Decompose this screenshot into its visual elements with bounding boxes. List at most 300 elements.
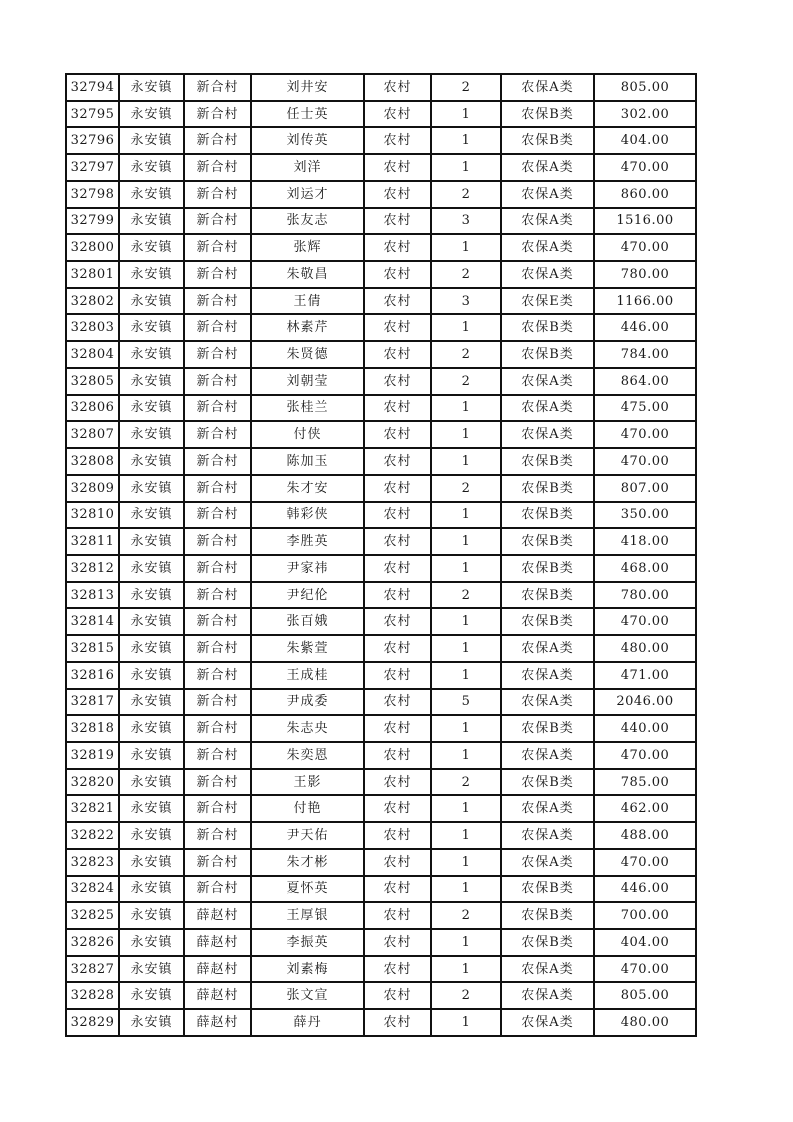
cell-person-count: 1 <box>431 608 501 635</box>
cell-village: 新合村 <box>184 74 251 101</box>
cell-person-count: 3 <box>431 208 501 235</box>
cell-person-name: 尹天佑 <box>251 822 364 849</box>
cell-amount: 480.00 <box>594 1009 696 1036</box>
cell-amount: 2046.00 <box>594 689 696 716</box>
cell-village: 新合村 <box>184 689 251 716</box>
cell-person-name: 刘运才 <box>251 181 364 208</box>
cell-residence-type: 农村 <box>364 662 431 689</box>
cell-insurance-category: 农保A类 <box>501 1009 594 1036</box>
cell-amount: 446.00 <box>594 876 696 903</box>
cell-record-id: 32805 <box>66 368 119 395</box>
cell-village: 新合村 <box>184 502 251 529</box>
cell-town: 永安镇 <box>119 822 184 849</box>
cell-village: 新合村 <box>184 662 251 689</box>
cell-residence-type: 农村 <box>364 982 431 1009</box>
cell-amount: 780.00 <box>594 582 696 609</box>
cell-person-count: 2 <box>431 902 501 929</box>
cell-village: 新合村 <box>184 742 251 769</box>
cell-insurance-category: 农保A类 <box>501 742 594 769</box>
cell-person-count: 2 <box>431 74 501 101</box>
cell-person-name: 李胜英 <box>251 528 364 555</box>
cell-insurance-category: 农保A类 <box>501 234 594 261</box>
cell-insurance-category: 农保E类 <box>501 288 594 315</box>
cell-town: 永安镇 <box>119 74 184 101</box>
cell-person-count: 2 <box>431 475 501 502</box>
cell-village: 新合村 <box>184 849 251 876</box>
cell-record-id: 32818 <box>66 715 119 742</box>
cell-village: 新合村 <box>184 314 251 341</box>
cell-residence-type: 农村 <box>364 154 431 181</box>
cell-village: 新合村 <box>184 555 251 582</box>
cell-person-name: 林素芹 <box>251 314 364 341</box>
cell-residence-type: 农村 <box>364 368 431 395</box>
cell-person-name: 朱奕恩 <box>251 742 364 769</box>
cell-residence-type: 农村 <box>364 127 431 154</box>
table-row <box>66 849 696 876</box>
cell-insurance-category: 农保A类 <box>501 421 594 448</box>
cell-village: 新合村 <box>184 127 251 154</box>
cell-record-id: 32825 <box>66 902 119 929</box>
table-row <box>66 475 696 502</box>
cell-insurance-category: 农保B类 <box>501 341 594 368</box>
cell-town: 永安镇 <box>119 582 184 609</box>
cell-town: 永安镇 <box>119 101 184 128</box>
cell-residence-type: 农村 <box>364 876 431 903</box>
cell-town: 永安镇 <box>119 929 184 956</box>
cell-record-id: 32815 <box>66 635 119 662</box>
cell-residence-type: 农村 <box>364 395 431 422</box>
table-row <box>66 902 696 929</box>
cell-residence-type: 农村 <box>364 555 431 582</box>
table-row <box>66 635 696 662</box>
cell-amount: 784.00 <box>594 341 696 368</box>
cell-residence-type: 农村 <box>364 74 431 101</box>
cell-village: 新合村 <box>184 261 251 288</box>
cell-person-name: 朱才安 <box>251 475 364 502</box>
cell-town: 永安镇 <box>119 528 184 555</box>
cell-residence-type: 农村 <box>364 769 431 796</box>
cell-record-id: 32808 <box>66 448 119 475</box>
cell-insurance-category: 农保B类 <box>501 101 594 128</box>
cell-person-count: 1 <box>431 876 501 903</box>
cell-residence-type: 农村 <box>364 208 431 235</box>
cell-village: 新合村 <box>184 769 251 796</box>
cell-person-count: 2 <box>431 769 501 796</box>
cell-village: 薛赵村 <box>184 902 251 929</box>
cell-town: 永安镇 <box>119 795 184 822</box>
cell-village: 薛赵村 <box>184 1009 251 1036</box>
cell-residence-type: 农村 <box>364 101 431 128</box>
cell-amount: 440.00 <box>594 715 696 742</box>
cell-amount: 700.00 <box>594 902 696 929</box>
cell-town: 永安镇 <box>119 314 184 341</box>
cell-amount: 785.00 <box>594 769 696 796</box>
cell-record-id: 32823 <box>66 849 119 876</box>
cell-amount: 1516.00 <box>594 208 696 235</box>
cell-insurance-category: 农保A类 <box>501 208 594 235</box>
cell-amount: 470.00 <box>594 608 696 635</box>
cell-amount: 470.00 <box>594 849 696 876</box>
cell-residence-type: 农村 <box>364 341 431 368</box>
cell-town: 永安镇 <box>119 181 184 208</box>
cell-town: 永安镇 <box>119 448 184 475</box>
cell-insurance-category: 农保B类 <box>501 555 594 582</box>
cell-amount: 462.00 <box>594 795 696 822</box>
table-row <box>66 689 696 716</box>
cell-residence-type: 农村 <box>364 181 431 208</box>
cell-amount: 807.00 <box>594 475 696 502</box>
cell-residence-type: 农村 <box>364 822 431 849</box>
cell-insurance-category: 农保B类 <box>501 929 594 956</box>
cell-amount: 470.00 <box>594 956 696 983</box>
cell-village: 新合村 <box>184 876 251 903</box>
table-row <box>66 742 696 769</box>
cell-record-id: 32813 <box>66 582 119 609</box>
cell-amount: 470.00 <box>594 421 696 448</box>
cell-insurance-category: 农保B类 <box>501 528 594 555</box>
cell-person-count: 2 <box>431 261 501 288</box>
cell-amount: 350.00 <box>594 502 696 529</box>
cell-person-count: 1 <box>431 956 501 983</box>
cell-person-name: 朱贤德 <box>251 341 364 368</box>
cell-person-count: 1 <box>431 314 501 341</box>
cell-person-name: 李振英 <box>251 929 364 956</box>
cell-town: 永安镇 <box>119 635 184 662</box>
cell-insurance-category: 农保A类 <box>501 154 594 181</box>
cell-residence-type: 农村 <box>364 849 431 876</box>
table-row <box>66 502 696 529</box>
cell-insurance-category: 农保B类 <box>501 127 594 154</box>
cell-town: 永安镇 <box>119 341 184 368</box>
cell-person-count: 1 <box>431 395 501 422</box>
cell-town: 永安镇 <box>119 395 184 422</box>
table-row <box>66 288 696 315</box>
cell-person-name: 刘洋 <box>251 154 364 181</box>
cell-person-count: 1 <box>431 929 501 956</box>
table-row <box>66 421 696 448</box>
cell-record-id: 32806 <box>66 395 119 422</box>
cell-village: 新合村 <box>184 421 251 448</box>
cell-insurance-category: 农保B类 <box>501 582 594 609</box>
cell-person-count: 1 <box>431 502 501 529</box>
table-row <box>66 582 696 609</box>
cell-amount: 475.00 <box>594 395 696 422</box>
cell-amount: 418.00 <box>594 528 696 555</box>
cell-village: 新合村 <box>184 395 251 422</box>
cell-person-name: 刘素梅 <box>251 956 364 983</box>
cell-person-name: 刘传英 <box>251 127 364 154</box>
cell-insurance-category: 农保A类 <box>501 368 594 395</box>
cell-insurance-category: 农保A类 <box>501 822 594 849</box>
cell-record-id: 32804 <box>66 341 119 368</box>
cell-insurance-category: 农保B类 <box>501 769 594 796</box>
cell-amount: 471.00 <box>594 662 696 689</box>
cell-record-id: 32819 <box>66 742 119 769</box>
cell-record-id: 32799 <box>66 208 119 235</box>
cell-town: 永安镇 <box>119 982 184 1009</box>
table-row <box>66 208 696 235</box>
table-row <box>66 982 696 1009</box>
cell-town: 永安镇 <box>119 608 184 635</box>
cell-amount: 780.00 <box>594 261 696 288</box>
payment-table <box>65 73 697 1037</box>
table-row <box>66 555 696 582</box>
cell-record-id: 32809 <box>66 475 119 502</box>
cell-record-id: 32798 <box>66 181 119 208</box>
table-row <box>66 956 696 983</box>
cell-person-count: 1 <box>431 849 501 876</box>
cell-residence-type: 农村 <box>364 528 431 555</box>
cell-record-id: 32807 <box>66 421 119 448</box>
cell-village: 新合村 <box>184 608 251 635</box>
cell-record-id: 32817 <box>66 689 119 716</box>
cell-village: 新合村 <box>184 822 251 849</box>
cell-person-count: 1 <box>431 555 501 582</box>
cell-town: 永安镇 <box>119 769 184 796</box>
table-row <box>66 876 696 903</box>
cell-residence-type: 农村 <box>364 902 431 929</box>
table-row <box>66 314 696 341</box>
cell-person-count: 1 <box>431 742 501 769</box>
cell-town: 永安镇 <box>119 421 184 448</box>
cell-insurance-category: 农保A类 <box>501 795 594 822</box>
cell-town: 永安镇 <box>119 127 184 154</box>
cell-record-id: 32826 <box>66 929 119 956</box>
cell-person-name: 韩彩侠 <box>251 502 364 529</box>
cell-person-count: 1 <box>431 715 501 742</box>
cell-residence-type: 农村 <box>364 234 431 261</box>
cell-record-id: 32796 <box>66 127 119 154</box>
cell-residence-type: 农村 <box>364 635 431 662</box>
cell-amount: 480.00 <box>594 635 696 662</box>
table-row <box>66 448 696 475</box>
cell-amount: 805.00 <box>594 74 696 101</box>
table-row <box>66 74 696 101</box>
cell-town: 永安镇 <box>119 876 184 903</box>
cell-record-id: 32800 <box>66 234 119 261</box>
cell-town: 永安镇 <box>119 715 184 742</box>
table-row <box>66 662 696 689</box>
cell-record-id: 32828 <box>66 982 119 1009</box>
cell-person-name: 张桂兰 <box>251 395 364 422</box>
cell-town: 永安镇 <box>119 368 184 395</box>
table-row <box>66 127 696 154</box>
cell-insurance-category: 农保A类 <box>501 635 594 662</box>
cell-insurance-category: 农保A类 <box>501 982 594 1009</box>
cell-residence-type: 农村 <box>364 502 431 529</box>
cell-residence-type: 农村 <box>364 689 431 716</box>
cell-person-count: 1 <box>431 635 501 662</box>
cell-record-id: 32829 <box>66 1009 119 1036</box>
cell-village: 新合村 <box>184 448 251 475</box>
cell-record-id: 32814 <box>66 608 119 635</box>
table-row <box>66 234 696 261</box>
cell-record-id: 32824 <box>66 876 119 903</box>
cell-insurance-category: 农保B类 <box>501 715 594 742</box>
cell-record-id: 32822 <box>66 822 119 849</box>
table-row <box>66 101 696 128</box>
cell-person-name: 王倩 <box>251 288 364 315</box>
cell-person-count: 5 <box>431 689 501 716</box>
cell-person-count: 2 <box>431 582 501 609</box>
cell-residence-type: 农村 <box>364 715 431 742</box>
cell-person-count: 3 <box>431 288 501 315</box>
cell-record-id: 32812 <box>66 555 119 582</box>
cell-insurance-category: 农保A类 <box>501 662 594 689</box>
cell-residence-type: 农村 <box>364 1009 431 1036</box>
cell-village: 新合村 <box>184 795 251 822</box>
table-row <box>66 822 696 849</box>
cell-amount: 470.00 <box>594 234 696 261</box>
table-row <box>66 769 696 796</box>
cell-village: 薛赵村 <box>184 929 251 956</box>
cell-person-name: 尹纪伦 <box>251 582 364 609</box>
table-row <box>66 341 696 368</box>
cell-village: 新合村 <box>184 101 251 128</box>
cell-record-id: 32802 <box>66 288 119 315</box>
cell-village: 新合村 <box>184 181 251 208</box>
cell-amount: 446.00 <box>594 314 696 341</box>
cell-person-name: 王厚银 <box>251 902 364 929</box>
table-row <box>66 395 696 422</box>
cell-person-count: 1 <box>431 795 501 822</box>
cell-person-count: 1 <box>431 234 501 261</box>
cell-village: 新合村 <box>184 154 251 181</box>
cell-person-count: 1 <box>431 101 501 128</box>
cell-town: 永安镇 <box>119 475 184 502</box>
cell-village: 新合村 <box>184 635 251 662</box>
cell-amount: 470.00 <box>594 154 696 181</box>
cell-record-id: 32810 <box>66 502 119 529</box>
cell-person-name: 付侠 <box>251 421 364 448</box>
cell-amount: 404.00 <box>594 127 696 154</box>
cell-village: 新合村 <box>184 368 251 395</box>
cell-person-count: 2 <box>431 341 501 368</box>
cell-insurance-category: 农保A类 <box>501 395 594 422</box>
cell-town: 永安镇 <box>119 1009 184 1036</box>
cell-village: 薛赵村 <box>184 956 251 983</box>
cell-village: 薛赵村 <box>184 982 251 1009</box>
cell-person-count: 1 <box>431 662 501 689</box>
cell-town: 永安镇 <box>119 689 184 716</box>
cell-village: 新合村 <box>184 475 251 502</box>
cell-record-id: 32811 <box>66 528 119 555</box>
cell-town: 永安镇 <box>119 288 184 315</box>
cell-record-id: 32795 <box>66 101 119 128</box>
cell-person-count: 1 <box>431 822 501 849</box>
cell-person-name: 任士英 <box>251 101 364 128</box>
cell-record-id: 32801 <box>66 261 119 288</box>
cell-person-name: 朱紫萱 <box>251 635 364 662</box>
cell-person-count: 1 <box>431 421 501 448</box>
cell-town: 永安镇 <box>119 234 184 261</box>
table-row <box>66 528 696 555</box>
cell-record-id: 32794 <box>66 74 119 101</box>
cell-amount: 302.00 <box>594 101 696 128</box>
cell-person-name: 朱才彬 <box>251 849 364 876</box>
cell-amount: 864.00 <box>594 368 696 395</box>
table-body <box>66 74 696 1036</box>
cell-person-count: 1 <box>431 154 501 181</box>
cell-person-count: 1 <box>431 1009 501 1036</box>
cell-person-name: 夏怀英 <box>251 876 364 903</box>
table-row <box>66 261 696 288</box>
table-row <box>66 181 696 208</box>
cell-insurance-category: 农保A类 <box>501 956 594 983</box>
table-row <box>66 929 696 956</box>
cell-town: 永安镇 <box>119 849 184 876</box>
table-row <box>66 795 696 822</box>
table-row <box>66 1009 696 1036</box>
cell-person-count: 1 <box>431 448 501 475</box>
cell-person-name: 刘井安 <box>251 74 364 101</box>
cell-amount: 860.00 <box>594 181 696 208</box>
cell-person-name: 王影 <box>251 769 364 796</box>
cell-amount: 468.00 <box>594 555 696 582</box>
cell-record-id: 32797 <box>66 154 119 181</box>
cell-person-name: 尹成委 <box>251 689 364 716</box>
cell-amount: 805.00 <box>594 982 696 1009</box>
cell-record-id: 32803 <box>66 314 119 341</box>
cell-insurance-category: 农保A类 <box>501 181 594 208</box>
cell-record-id: 32820 <box>66 769 119 796</box>
cell-insurance-category: 农保B类 <box>501 502 594 529</box>
cell-residence-type: 农村 <box>364 288 431 315</box>
cell-record-id: 32821 <box>66 795 119 822</box>
cell-town: 永安镇 <box>119 154 184 181</box>
cell-person-name: 张百娥 <box>251 608 364 635</box>
cell-insurance-category: 农保A类 <box>501 74 594 101</box>
cell-residence-type: 农村 <box>364 261 431 288</box>
cell-residence-type: 农村 <box>364 582 431 609</box>
cell-town: 永安镇 <box>119 555 184 582</box>
cell-insurance-category: 农保A类 <box>501 849 594 876</box>
cell-village: 新合村 <box>184 341 251 368</box>
cell-person-name: 王成桂 <box>251 662 364 689</box>
cell-insurance-category: 农保B类 <box>501 475 594 502</box>
cell-residence-type: 农村 <box>364 314 431 341</box>
cell-town: 永安镇 <box>119 662 184 689</box>
cell-person-count: 2 <box>431 181 501 208</box>
cell-village: 新合村 <box>184 208 251 235</box>
cell-residence-type: 农村 <box>364 929 431 956</box>
cell-insurance-category: 农保B类 <box>501 608 594 635</box>
cell-person-count: 2 <box>431 982 501 1009</box>
cell-record-id: 32816 <box>66 662 119 689</box>
cell-person-name: 陈加玉 <box>251 448 364 475</box>
cell-town: 永安镇 <box>119 208 184 235</box>
cell-town: 永安镇 <box>119 502 184 529</box>
cell-town: 永安镇 <box>119 902 184 929</box>
cell-person-name: 张友志 <box>251 208 364 235</box>
table-row <box>66 154 696 181</box>
cell-residence-type: 农村 <box>364 608 431 635</box>
cell-person-name: 刘朝莹 <box>251 368 364 395</box>
cell-record-id: 32827 <box>66 956 119 983</box>
cell-village: 新合村 <box>184 582 251 609</box>
cell-person-name: 朱敬昌 <box>251 261 364 288</box>
cell-person-count: 1 <box>431 127 501 154</box>
cell-person-name: 朱志央 <box>251 715 364 742</box>
cell-amount: 488.00 <box>594 822 696 849</box>
cell-person-name: 付艳 <box>251 795 364 822</box>
cell-insurance-category: 农保B类 <box>501 448 594 475</box>
cell-amount: 470.00 <box>594 448 696 475</box>
cell-amount: 404.00 <box>594 929 696 956</box>
table-row <box>66 715 696 742</box>
cell-person-name: 张文宣 <box>251 982 364 1009</box>
cell-residence-type: 农村 <box>364 956 431 983</box>
